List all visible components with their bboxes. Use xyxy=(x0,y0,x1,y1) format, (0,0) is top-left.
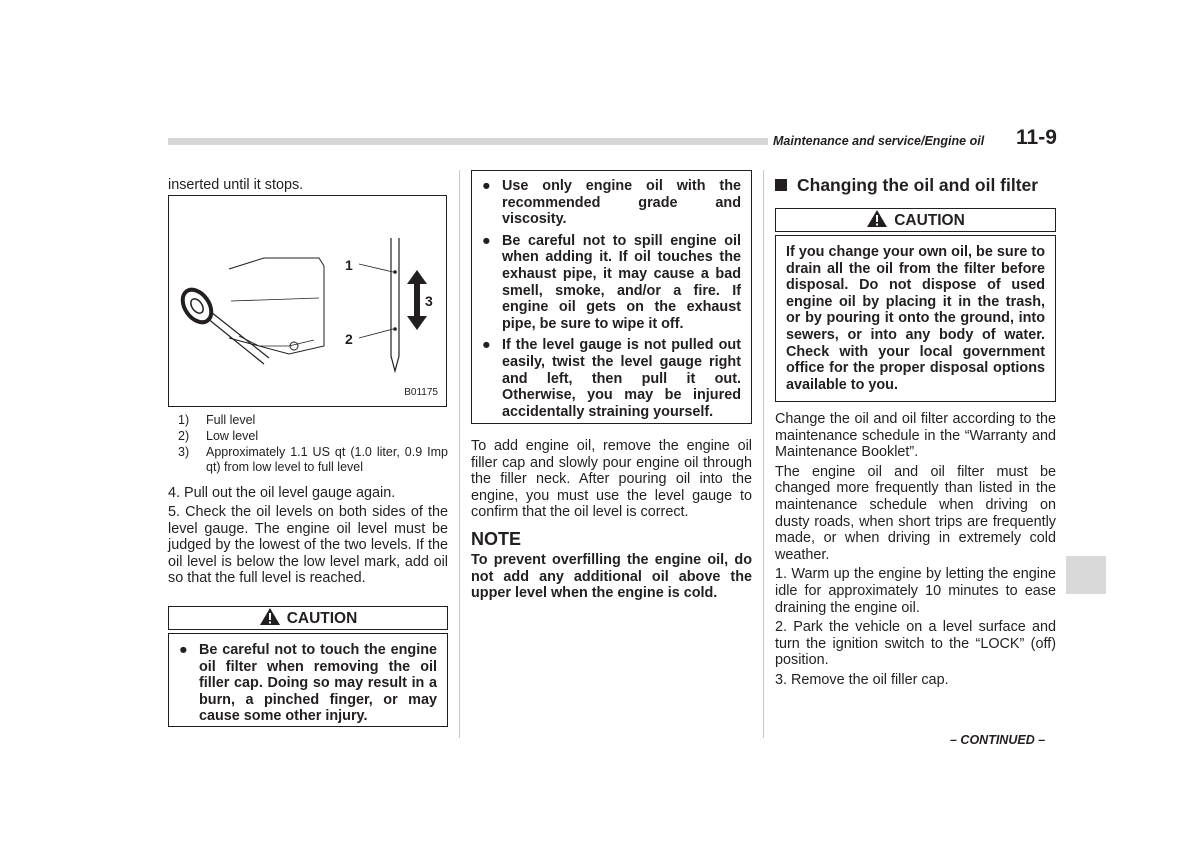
column-2-body xyxy=(471,438,752,602)
legend-item xyxy=(178,429,448,444)
caution-item-text: Be careful not to touch the engine oil filter when removing the oil filler cap. Doing so may result in a burn, a pinched finger, or may cause some other injury. xyxy=(199,642,437,725)
caution-item: ● Be careful not to touch the engine oil filter when removing the oil filler cap. Doing so may result in a burn, a pinched finger, or may cause some other injury. xyxy=(179,642,437,725)
warning-triangle-icon xyxy=(866,209,888,235)
step-4: 4. Pull out the oil level gauge again. xyxy=(168,485,396,501)
section-square-icon xyxy=(775,179,787,191)
caution-item: ● Use only engine oil with the recommended grade and viscosity. xyxy=(482,178,741,228)
figure-callout-3: 3 xyxy=(425,293,433,309)
legend-text: Approximately 1.1 US qt (1.0 liter, 0.9 Imp qt) from low level to full level xyxy=(206,445,448,474)
figure-code: B01175 xyxy=(404,387,438,398)
add-oil-paragraph: To add engine oil, remove the engine oil filler cap and slowly pour engine oil through the filler neck. After pouring oil into the engine, you must use the level gauge to confirm that the oil level is correct. xyxy=(471,438,752,521)
step-1: 1. Warm up the engine by letting the engine idle for approximately 10 minutes to ease draining the engine oil. xyxy=(775,566,1056,616)
caution-text: If you change your own oil, be sure to drain all the oil from the filter before disposal. Do not dispose of used engine oil by placing it in the trash, or by pouring it onto the ground, into sewers, or into any body of water. Check with your local government office for the proper disposal options available to you. xyxy=(786,244,1045,393)
section-title xyxy=(775,175,1038,196)
step-5: 5. Check the oil levels on both sides of the level gauge. The engine oil level must be judged by the lowest of the two levels. If the oil level is below the low level mark, add oil so that the full level is reached. xyxy=(168,504,448,587)
para-2: The engine oil and oil filter must be changed more frequently than listed in the maintenance schedule when driving on dusty roads, when short trips are frequently made, or when driving in extremely cold weather. xyxy=(775,463,1056,563)
step-2: 2. Park the vehicle on a level surface and turn the ignition switch to the “LOCK” (off) position. xyxy=(775,619,1056,669)
caution-title: CAUTION xyxy=(894,212,965,229)
caution-title: CAUTION xyxy=(286,610,358,627)
caution-box xyxy=(168,633,448,727)
caution-item: ● Be careful not to spill engine oil when adding it. If oil touches the exhaust pipe, it may cause a bad smell, smoke, and/or a fire. If engine oil gets on the exhaust pipe, be sure to wipe it off. xyxy=(482,232,741,332)
page-number: 11-9 xyxy=(1016,126,1057,149)
legend-num: 1) xyxy=(178,413,190,427)
para-1: Change the oil and oil filter according to the maintenance schedule in the “Warranty and Maintenance Booklet”. xyxy=(775,411,1056,461)
step-3: 3. Remove the oil filler cap. xyxy=(775,671,949,688)
caution-box xyxy=(775,235,1056,402)
caution-item-text: If the level gauge is not pulled out easily, twist the level gauge right and left, then pull it out. Otherwise, you may be injured accidentally straining yourself. xyxy=(502,337,741,420)
dipstick-illustration xyxy=(169,196,446,406)
continued-label: – CONTINUED – xyxy=(950,733,1046,747)
note-text: To prevent overfilling the engine oil, do not add any additional oil above the upper level when the engine is cold. xyxy=(471,551,752,602)
chapter-thumb-tab xyxy=(1066,556,1106,594)
column-divider-1 xyxy=(459,170,460,738)
column-3-body xyxy=(775,411,1056,689)
section-title-text: Changing the oil and oil filter xyxy=(797,175,1039,195)
figure-callout-1: 1 xyxy=(345,257,353,273)
legend-item xyxy=(178,445,448,475)
section-header-title: Maintenance and service/Engine oil xyxy=(773,134,985,148)
warning-triangle-icon xyxy=(259,607,281,633)
caution-header xyxy=(775,208,1056,232)
legend-text: Full level xyxy=(206,413,256,427)
caution-item-text: Use only engine oil with the recommended grade and viscosity. xyxy=(502,178,741,228)
column-divider-2 xyxy=(763,170,764,738)
legend-text: Low level xyxy=(206,429,259,443)
note-title: NOTE xyxy=(471,528,522,549)
caution-header xyxy=(168,606,448,630)
figure-callout-2: 2 xyxy=(345,331,353,347)
oil-level-gauge-figure xyxy=(168,195,447,407)
caution-item: ● If the level gauge is not pulled out easily, twist the level gauge right and left, then pull it out. Otherwise, you may be injured accidentally straining yourself. xyxy=(482,337,741,420)
caution-item-text: Be careful not to spill engine oil when adding it. If oil touches the exhaust pipe, it may cause a bad smell, smoke, and/or a fire. If engine oil gets on the exhaust pipe, be sure to wipe it off. xyxy=(502,232,741,332)
header-rule xyxy=(168,138,768,145)
intro-text: inserted until it stops. xyxy=(168,177,304,193)
legend-num: 3) xyxy=(178,445,190,459)
figure-legend xyxy=(178,413,448,473)
legend-num: 2) xyxy=(178,429,190,443)
legend-item xyxy=(178,413,448,428)
caution-box-continued xyxy=(471,170,752,424)
